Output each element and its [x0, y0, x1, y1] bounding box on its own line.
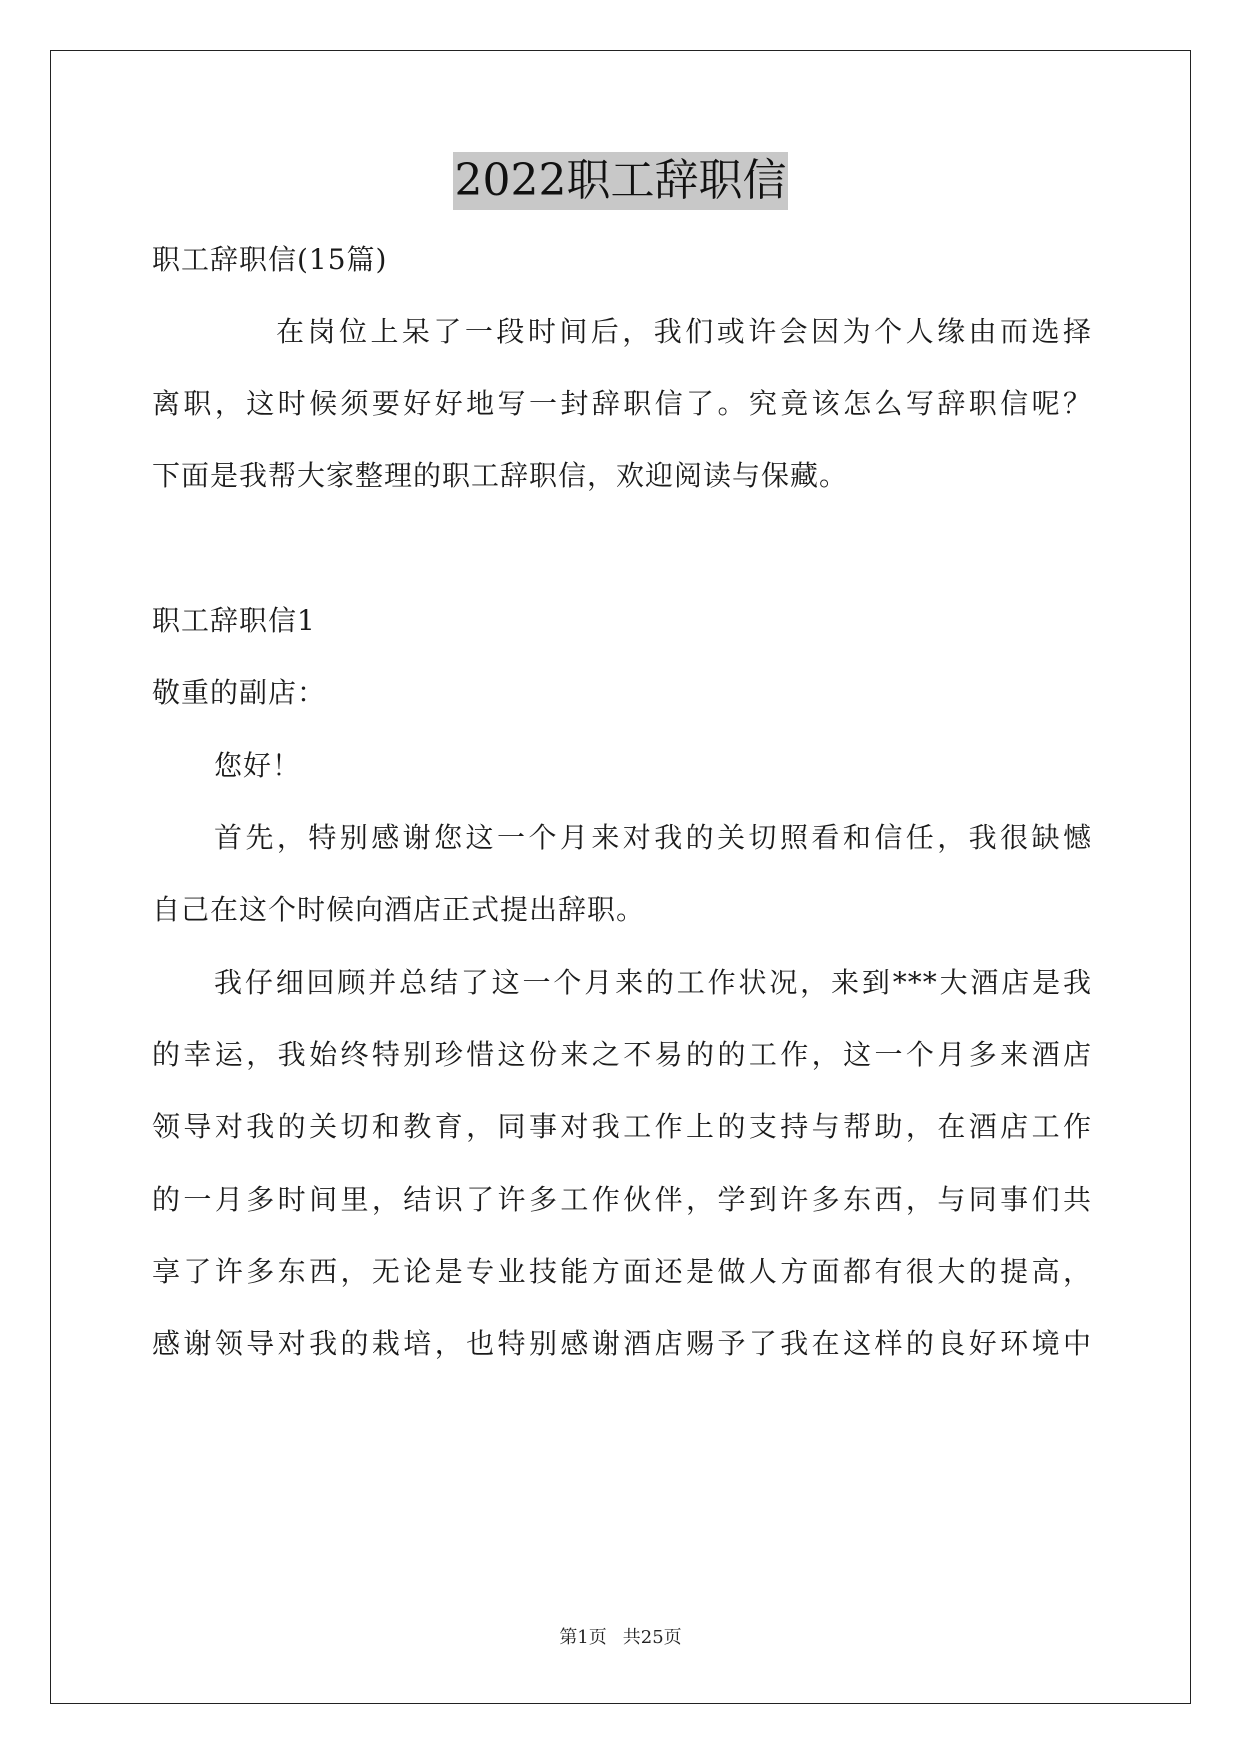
intro-line-1: 在岗位上呆了一段时间后，我们或许会因为个人缘由而选择	[276, 315, 1092, 348]
section-heading: 职工辞职信1	[152, 604, 316, 637]
document-subtitle: 职工辞职信(15篇)	[152, 243, 388, 276]
paragraph2-line-5: 享了许多东西，无论是专业技能方面还是做人方面都有很大的提高，	[152, 1255, 1092, 1288]
greeting: 您好！	[214, 749, 302, 782]
paragraph2-line-2: 的幸运，我始终特别珍惜这份来之不易的的工作，这一个月多来酒店	[152, 1038, 1092, 1071]
page-footer	[0, 1626, 1241, 1650]
document-title: 2022职工辞职信	[453, 152, 789, 210]
title-container	[0, 152, 1241, 210]
intro-line-2: 离职，这时候须要好好地写一封辞职信了。究竟该怎么写辞职信呢？	[152, 387, 1092, 420]
page-total: 共25页	[622, 1627, 682, 1648]
salutation: 敬重的副店：	[152, 676, 327, 709]
paragraph2-line-3: 领导对我的关切和教育，同事对我工作上的支持与帮助，在酒店工作	[152, 1110, 1092, 1143]
paragraph1-line-2: 自己在这个时候向酒店正式提出辞职。	[152, 893, 646, 926]
intro-line-3: 下面是我帮大家整理的职工辞职信，欢迎阅读与保藏。	[152, 459, 849, 492]
paragraph2-line-1: 我仔细回顾并总结了这一个月来的工作状况，来到***大酒店是我	[214, 966, 1092, 999]
paragraph1-line-1: 首先，特别感谢您这一个月来对我的关切照看和信任，我很缺憾	[214, 821, 1092, 854]
page-number: 第1页	[559, 1627, 607, 1648]
paragraph2-line-6: 感谢领导对我的栽培，也特别感谢酒店赐予了我在这样的良好环境中	[152, 1327, 1092, 1360]
paragraph2-line-4: 的一月多时间里，结识了许多工作伙伴，学到许多东西，与同事们共	[152, 1183, 1092, 1216]
page-border	[50, 50, 1191, 1704]
